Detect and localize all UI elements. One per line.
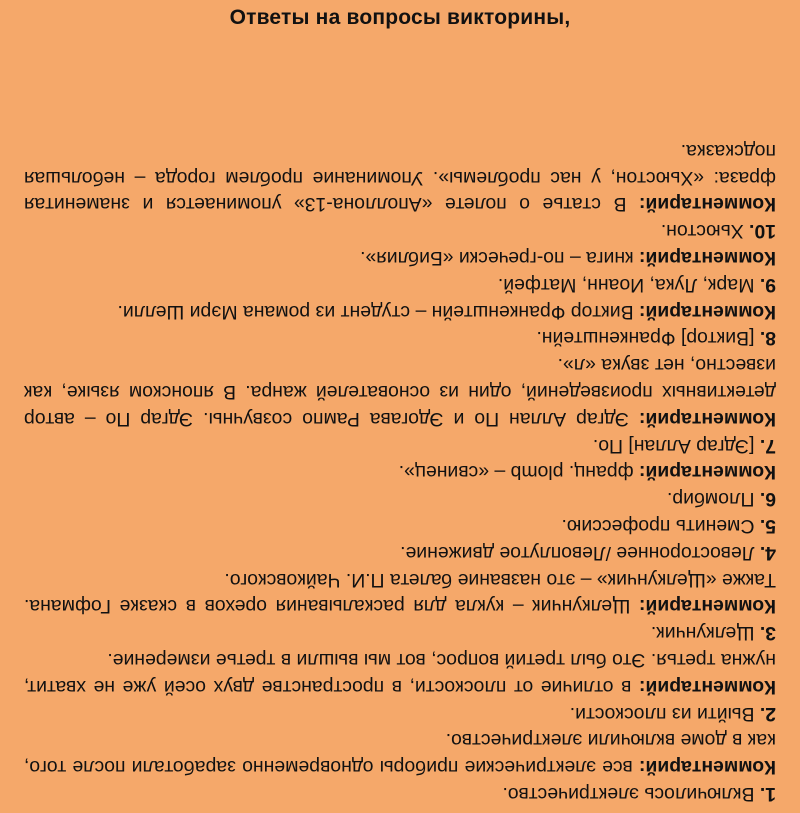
comment-item	[24, 351, 776, 431]
answer-text: [Виктор] Франкенштейн.	[536, 327, 755, 350]
answer-number: 1.	[759, 783, 776, 805]
comment-label: Комментарий:	[638, 675, 776, 698]
comment-item	[24, 244, 776, 271]
comment-text: все электрические приборы одновременно заработали после того, как в доме включили электричество.	[23, 729, 776, 779]
comment-text: книга – по-гречески «Библия».	[360, 247, 634, 270]
answer-text: [Эдгар Аллан] По.	[592, 434, 755, 457]
answer-item	[24, 432, 776, 459]
comment-text: франц. plomb – «свинец».	[398, 461, 634, 484]
page-title: Ответы на вопросы викторины,	[229, 6, 571, 29]
comment-label: Комментарий:	[638, 300, 776, 323]
comment-label: Комментарий:	[638, 595, 776, 618]
answer-text: Левостороннее /Левоплутое движение.	[400, 541, 755, 564]
answer-text: Щелкунчик.	[650, 622, 755, 645]
answer-number: 2.	[759, 702, 776, 725]
comment-text: Виктор Франкенштейн – студент из романа Мэри Шелли.	[117, 300, 634, 323]
comment-label: Комментарий:	[638, 407, 776, 430]
comment-item	[24, 298, 776, 325]
upside-down-answers-block	[0, 34, 800, 813]
answer-item	[24, 512, 776, 539]
comment-item	[24, 727, 776, 781]
answer-number: 4.	[759, 541, 776, 564]
comment-text: В статье о полете «Аполлона-13» упоминается и знаменитая фраза: «Хьюстон, у нас проблемы». Упоминание проблем города – небольшая подсказка.	[23, 139, 776, 216]
comment-text: в отличие от плоскости, в пространстве двух осей уже не хватит, нужна третья. Это был третий вопрос, вот мы вышли в третье измерение.	[24, 649, 776, 698]
answer-item	[24, 325, 776, 352]
comment-label: Комментарий:	[638, 193, 776, 216]
comment-item	[24, 137, 776, 217]
answer-item	[24, 619, 776, 646]
answer-item	[24, 700, 776, 727]
comment-label: Комментарий:	[638, 247, 776, 270]
answer-item	[24, 485, 776, 512]
answer-number: 3.	[759, 622, 776, 645]
answer-number: 10.	[749, 220, 776, 243]
comment-item	[24, 646, 776, 700]
answer-text: Включилось электричество.	[502, 783, 755, 805]
answer-number: 7.	[759, 434, 776, 457]
answer-text: Сменить профессию.	[561, 515, 755, 538]
comment-text: Щелкунчик – кукла для раскалывания орехов в сказке Гофмана. Также «Щелкунчик» – это название балета П.И. Чайковского.	[24, 568, 776, 618]
answer-number: 9.	[759, 273, 776, 296]
answer-text: Хьюстон.	[660, 220, 744, 243]
answer-text: Выйти из плоскости.	[569, 702, 755, 725]
comment-label: Комментарий:	[638, 461, 776, 484]
answer-item	[24, 271, 776, 298]
comment-text: Эдгар Аллан По и Эдогава Рампо созвучны. Эдгар По – автор детективных произведений, один из основателей жанра. В японском языке, как известно, нет звука «л».	[23, 354, 776, 430]
answer-number: 5.	[759, 515, 776, 538]
answer-number: 6.	[759, 488, 776, 511]
answer-item	[24, 780, 776, 807]
comment-item	[24, 566, 776, 620]
answer-number: 8.	[759, 327, 776, 350]
answer-item	[24, 217, 776, 244]
answer-item	[24, 539, 776, 566]
answers-list	[24, 137, 776, 807]
comment-label: Комментарий:	[638, 756, 776, 779]
comment-item	[24, 459, 776, 486]
answer-text: Пломбир.	[666, 488, 755, 511]
answer-text: Марк, Лука, Иоанн, Матфей.	[497, 273, 755, 296]
